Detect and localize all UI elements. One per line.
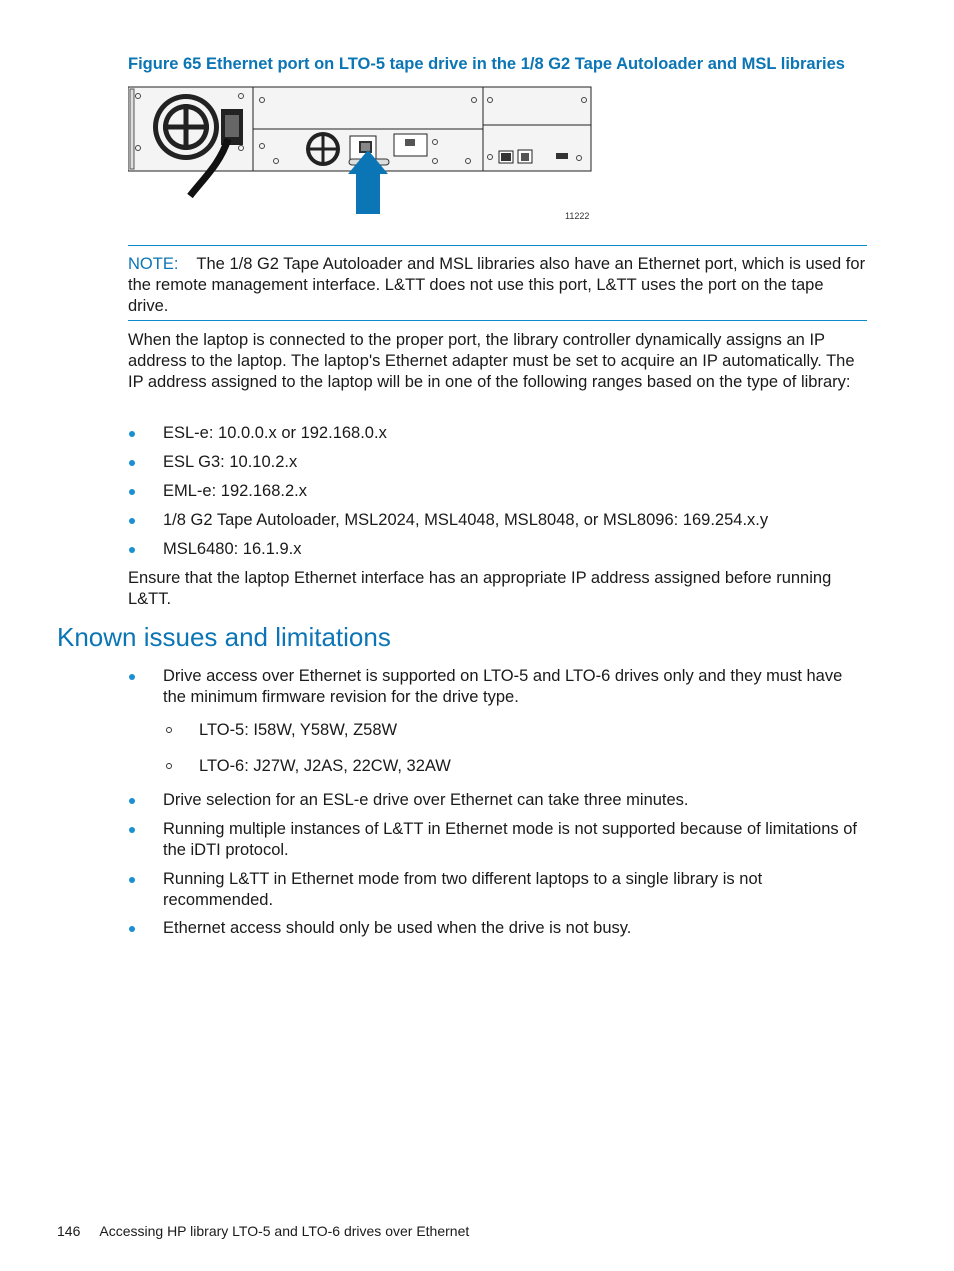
- sub-list-item-text: LTO-5: I58W, Y58W, Z58W: [199, 721, 398, 739]
- bullet-dot: [129, 877, 135, 883]
- footer-title: Accessing HP library LTO-5 and LTO-6 drives over Ethernet: [99, 1223, 470, 1239]
- bullet-dot: [129, 489, 135, 495]
- page-number: 146: [57, 1223, 81, 1239]
- note: [128, 254, 868, 317]
- section-title: Known issues and limitations: [57, 622, 391, 652]
- list-item-text: ESL G3: 10.10.2.x: [163, 453, 298, 471]
- bullet-dot: [129, 674, 135, 680]
- list-item-text: ESL-e: 10.0.0.x or 192.168.0.x: [163, 424, 387, 442]
- intro-paragraph: When the laptop is connected to the proper port, the library controller dynamically assigns an IP address to the laptop. The laptop's Ethernet adapter must be set to acquire an IP automatically. The IP address assigned to the laptop will be in one of the following ranges based on the type of library:: [128, 331, 855, 391]
- list-item-text: Running multiple instances of L&TT in Ethernet mode is not supported because of limitations of the iDTI protocol.: [163, 820, 857, 859]
- bullet-dot: [129, 460, 135, 466]
- bullet-dot: [129, 431, 135, 437]
- figure-caption: Figure 65 Ethernet port on LTO-5 tape drive in the 1/8 G2 Tape Autoloader and MSL libraries: [128, 55, 845, 73]
- tape-autoloader-rear-drawing: [128, 84, 598, 224]
- bullet-dot: [129, 827, 135, 833]
- page-footer: [57, 1223, 469, 1239]
- list-item-text: Running L&TT in Ethernet mode from two different laptops to a single library is not recommended.: [163, 870, 763, 909]
- bullet-dot: [129, 926, 135, 932]
- figure-id: 11222: [565, 211, 590, 221]
- sub-bullet-ring: [166, 727, 172, 733]
- bullet-dot: [129, 518, 135, 524]
- list-item-text: Ethernet access should only be used when the drive is not busy.: [163, 919, 632, 937]
- sub-bullet-ring: [166, 763, 172, 769]
- ensure-paragraph: Ensure that the laptop Ethernet interface has an appropriate IP address assigned before running L&TT.: [128, 569, 832, 608]
- note-text: The 1/8 G2 Tape Autoloader and MSL libraries also have an Ethernet port, which is used for the remote management interface. L&TT does not use this port, L&TT uses the port on the tape drive.: [128, 255, 866, 315]
- list-item-text: MSL6480: 16.1.9.x: [163, 540, 302, 558]
- bullet-dot: [129, 547, 135, 553]
- bullet-dot: [129, 798, 135, 804]
- tape-autoloader-rear-illustration: [128, 84, 598, 224]
- note-bottom-rule: [128, 320, 867, 321]
- sub-list-item-text: LTO-6: J27W, J2AS, 22CW, 32AW: [199, 757, 451, 775]
- list-item-text: Drive access over Ethernet is supported on LTO-5 and LTO-6 drives only and they must have the minimum firmware revision for the drive type.: [163, 667, 843, 706]
- list-item-text: Drive selection for an ESL-e drive over Ethernet can take three minutes.: [163, 791, 689, 809]
- list-item-text: EML-e: 192.168.2.x: [163, 482, 308, 500]
- note-top-rule: [128, 245, 867, 246]
- list-item-text: 1/8 G2 Tape Autoloader, MSL2024, MSL4048, MSL8048, or MSL8096: 169.254.x.y: [163, 511, 769, 529]
- note-label: NOTE:: [128, 255, 179, 273]
